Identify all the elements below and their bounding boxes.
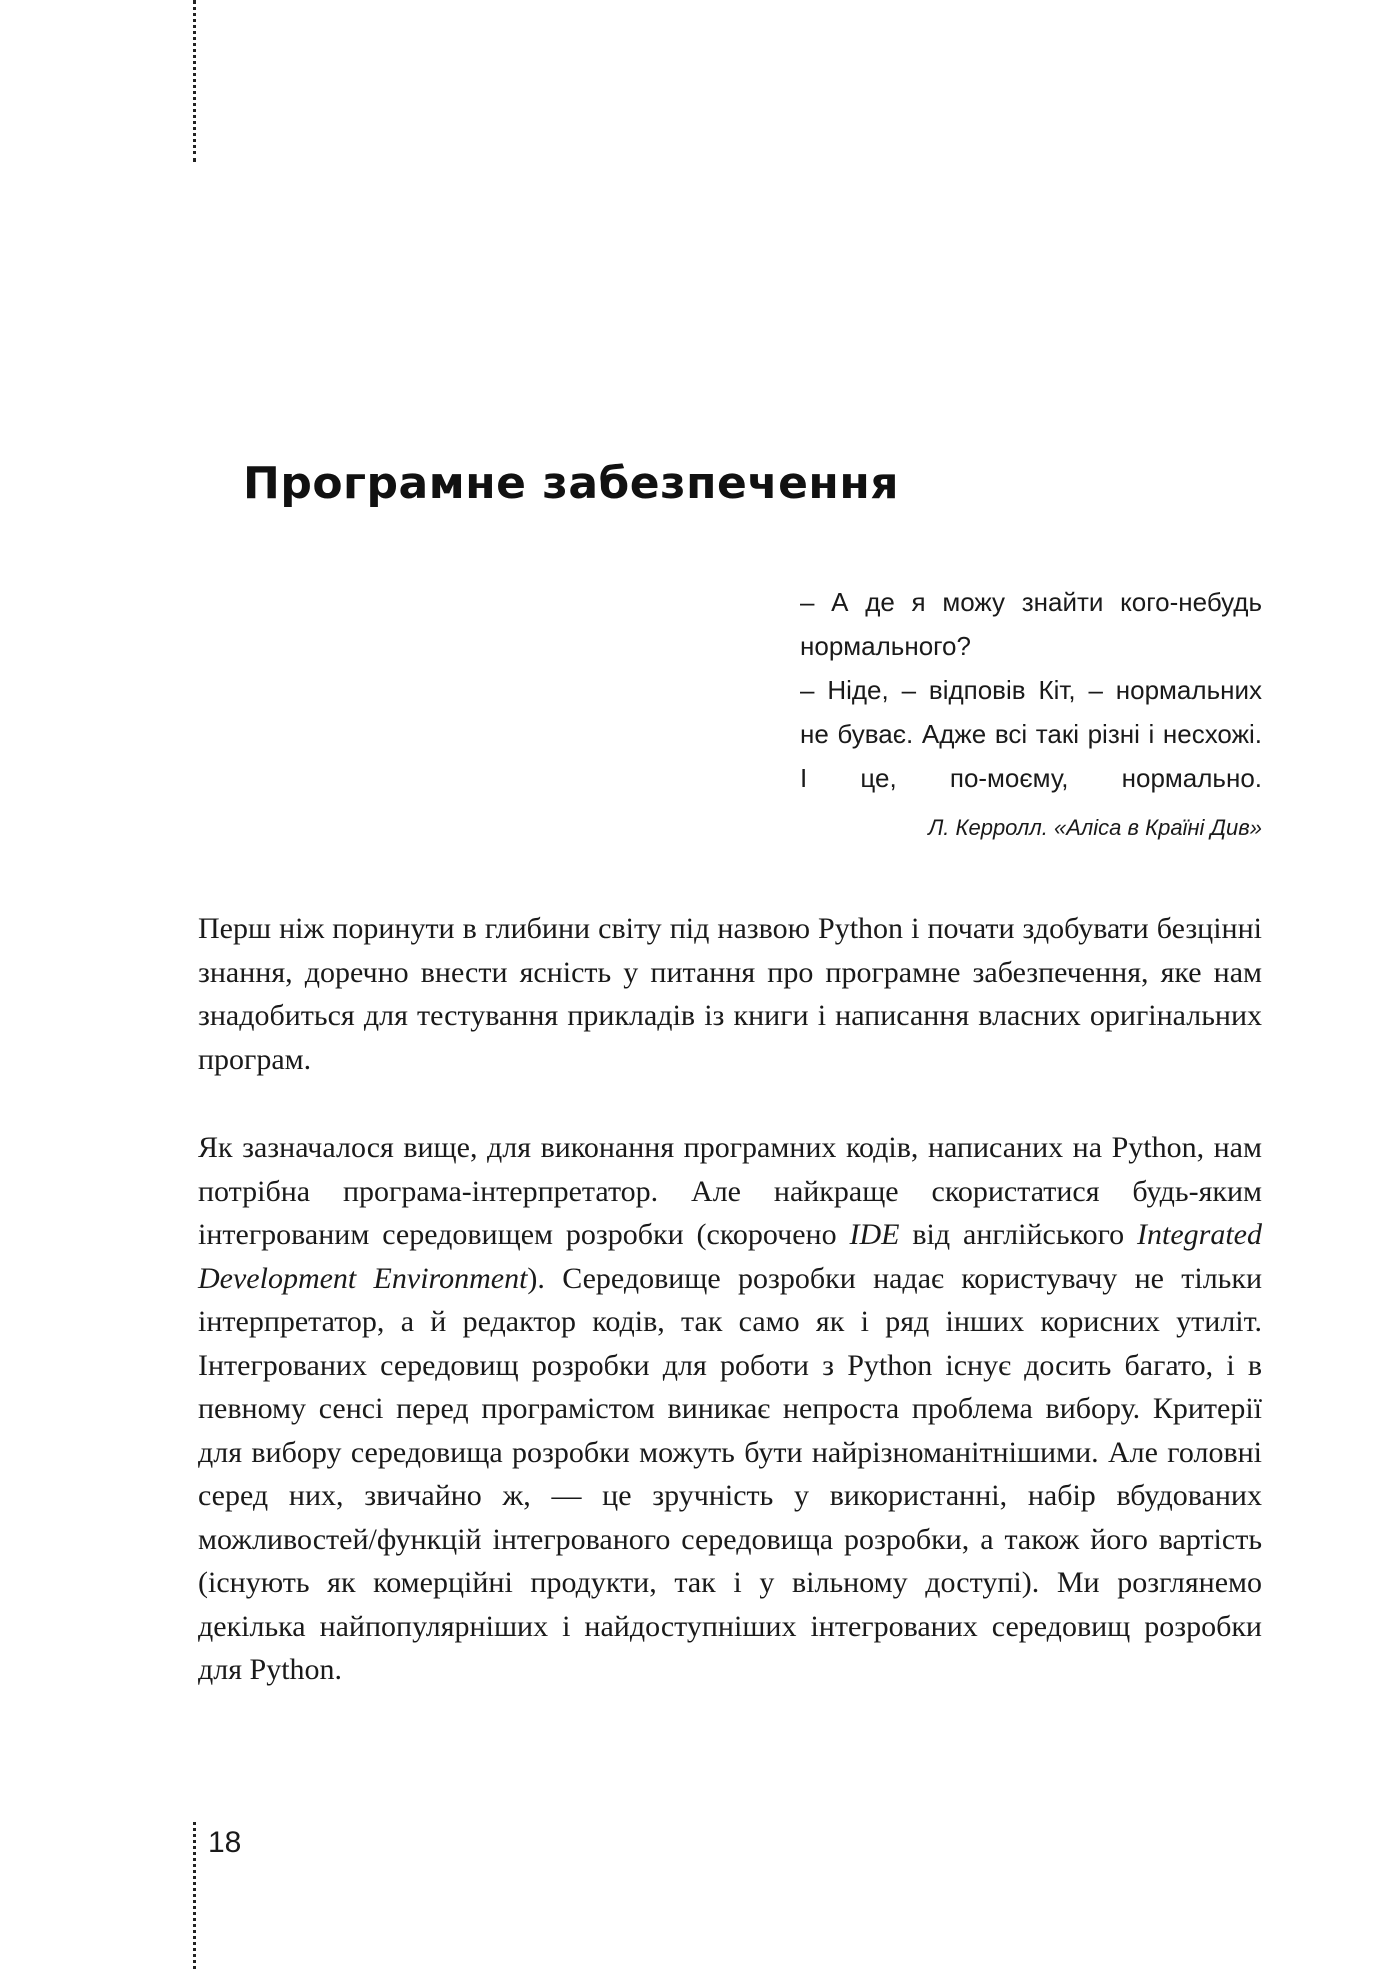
epigraph-attribution: Л. Керролл. «Аліса в Країні Див» (928, 815, 1262, 840)
ide-abbreviation: IDE (849, 1218, 900, 1251)
epigraph-question: – А де я можу знайти кого-небудь нормального? (800, 587, 1262, 661)
paragraph-ide-text-mid: від англійського (899, 1218, 1138, 1251)
epigraph (800, 580, 1262, 846)
margin-dotted-rule-top (193, 0, 196, 162)
epigraph-answer: – Ніде, – відповів Кіт, – нормальних не буває. Адже всі такі різні і несхожі. І це, по-моєму, нормально. (800, 675, 1262, 793)
page-number: 18 (208, 1826, 242, 1859)
chapter-title: Програмне забезпечення (243, 458, 899, 509)
paragraph-ide-text-start: Як зазначалося вище, для виконання програмних кодів, написаних на Python, нам потрібна програма-інтерпретатор. Але найкраще скористатися будь-яким інтегрованим середовищем розробки (скорочено (198, 1131, 1262, 1251)
paragraph-ide-text-end: ). Середовище розробки надає користувачу не тільки інтерпретатор, а й редактор кодів, так само як і ряд інших корисних утиліт. Інтегрованих середовищ розробки для роботи з Python існує досить багато, і в певному сенсі перед програмістом виникає непроста проблема вибору. Критерії для вибору середовища розробки можуть бути найрізноманітнішими. Але головні серед них, звичайно ж, — це зручність у використанні, набір вбудованих можливостей/функцій інтегрованого середовища розробки, а також його вартість (існують як комерційні продукти, так і у вільному доступі). Ми розглянемо декілька найпопулярніших і найдоступніших інтегрованих середовищ розробки для Python. (198, 1261, 1262, 1686)
ide-english-term: Integrated Development Environment (198, 1218, 1262, 1295)
paragraph-intro: Перш ніж поринути в глибини світу під назвою Python і почати здобувати безцінні знання, доречно внести ясність у питання про програмне забезпечення, яке нам знадобиться для тестування прикладів із книги і написання власних оригінальних програм. (198, 912, 1262, 1076)
margin-dotted-rule-bottom (193, 1822, 196, 1969)
paragraph-ide (198, 1126, 1262, 1692)
